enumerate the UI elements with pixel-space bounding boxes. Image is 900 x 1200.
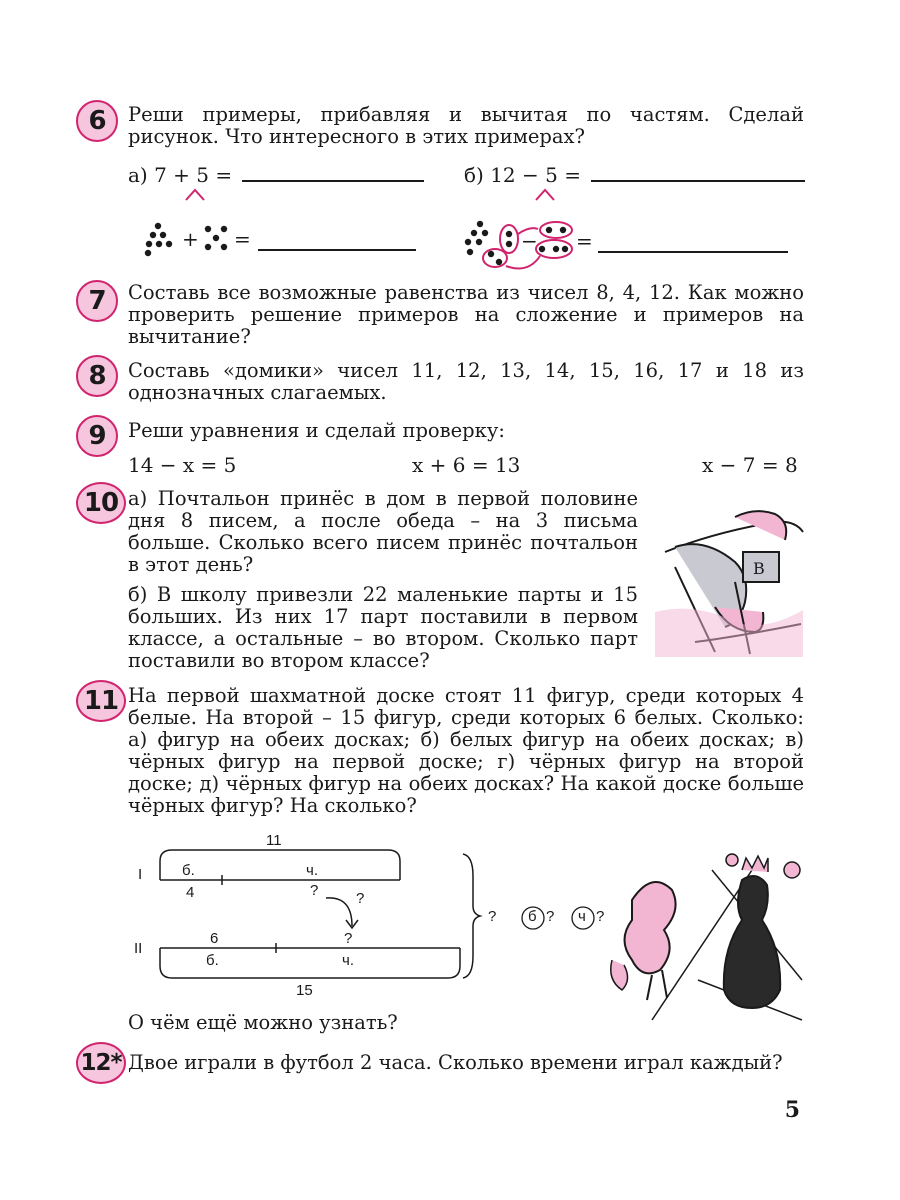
task-number-badge: 11 [76,680,126,722]
task-number-badge: 9 [76,415,118,457]
task-6 [76,100,804,148]
row-label-1: I [138,866,143,883]
task-number-badge: 10 [76,482,126,524]
svg-text:=: = [234,227,251,251]
total-label-2: 15 [296,982,313,999]
answer-line [591,180,805,182]
dot-picture-subtraction [458,212,798,272]
question-mark: ? [310,882,319,899]
chess-pieces-illustration [602,830,807,1028]
svg-text:=: = [576,229,593,253]
total-label-1: 11 [266,832,282,849]
task-text: Составь «домики» чисел 11, 12, 13, 14, 15, 16, 17 и 18 из однозначных слагаемых. [128,359,804,404]
circle-white-label: б [528,908,537,925]
question-mark: ? [596,908,605,925]
equation-3: x − 7 = 8 [702,453,798,477]
dot-picture-addition [140,218,420,264]
example-a: а) 7 + 5 = [128,163,424,187]
split-mark-icon [530,186,560,202]
task-text-b: б) В школу привезли 22 маленькие парты и 15 больших. Из них 17 парт поставили в первом классе, а остальные – во втором. Сколько парт поставили во втором классе? [128,583,638,672]
task-10 [76,482,638,672]
black-label-1: ч. [306,862,318,879]
task-7 [76,280,804,348]
task-number-badge: 7 [76,280,118,322]
task-text: Двое играли в футбол 2 часа. Сколько времени играл каждый? [128,1051,783,1074]
white-count-1: 4 [186,884,195,901]
question-mark: ? [344,930,353,947]
answer-line [242,180,424,182]
task-text: Реши примеры, прибавляя и вычитая по частям. Сделай рисунок. Что интересного в этих примерах? [128,103,804,148]
svg-text:B: B [753,559,765,578]
equation-2: x + 6 = 13 [412,453,521,477]
brace-question: ? [488,908,497,925]
postman-skier-illustration [655,492,805,657]
more-question: О чём ещё можно узнать? [128,1011,398,1034]
row-label-2: II [134,940,143,957]
task-9 [76,415,804,451]
svg-text:+: + [182,227,199,251]
task-number-badge: 12* [76,1042,126,1084]
example-b: б) 12 − 5 = [464,163,805,187]
circle-black-label: ч [578,908,586,925]
equation-1: 14 − x = 5 [128,453,237,477]
task-11 [76,680,804,817]
task-text: На первой шахматной доске стоят 11 фигур, среди которых 4 белые. На второй – 15 фигур, среди которых 6 белых. Сколько: а) фигур на обеих досках; б) белых фигур на обеих досках; в) чёрных фигур на первой доске; г) чёрных фигур на второй доске; д) чёрных фигур на обеих досках? На какой доске больше чёрных фигур? На сколько? [128,684,804,817]
task-text: Составь все возможные равенства из чисел 8, 4, 12. Как можно проверить решение примеров на сложение и примеров на вычитание? [128,281,804,348]
page-number: 5 [784,1097,800,1123]
task-12 [76,1042,804,1074]
white-count-2: 6 [210,930,219,947]
question-mark: ? [356,890,365,907]
question-mark: ? [546,908,555,925]
task-text: Реши уравнения и сделай проверку: [128,419,505,442]
black-label-2: ч. [342,952,354,969]
task-text-a: а) Почтальон принёс в дом в первой половине дня 8 писем, а после обеда – на 3 письма больше. Сколько всего писем принёс почтальон в этот день? [128,487,638,576]
white-label-1: б. [182,862,195,879]
svg-text:−: − [521,229,538,253]
white-label-2: б. [206,952,219,969]
task-number-badge: 6 [76,100,118,142]
task-number-badge: 8 [76,355,118,397]
split-mark-icon [180,186,210,202]
task-8 [76,355,804,404]
